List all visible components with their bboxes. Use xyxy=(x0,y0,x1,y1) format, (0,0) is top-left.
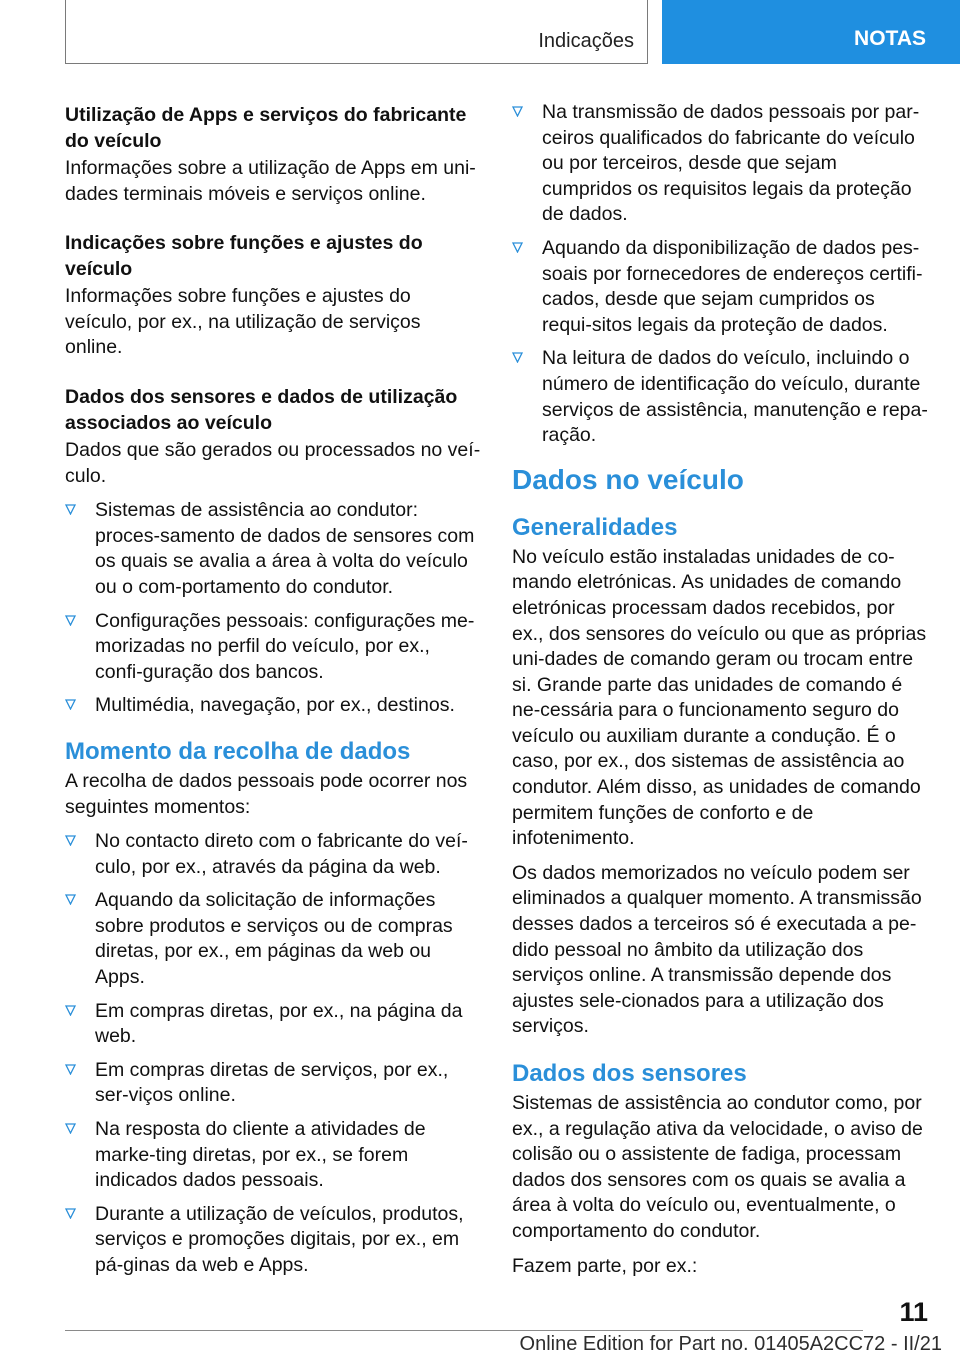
heading-dados-no-veiculo: Dados no veículo xyxy=(512,463,744,495)
paragraph-momento: A recolha de dados pessoais pode ocorrer nos seguintes momentos: xyxy=(65,769,468,818)
list-item xyxy=(65,999,483,1050)
heading-dados-dos-sensores: Dados dos sensores xyxy=(512,1060,747,1087)
header-section-title: Indicações xyxy=(538,30,634,52)
paragraph-apps: Informações sobre a utilização de Apps em uni-dades terminais móveis e serviços online. xyxy=(65,157,476,205)
paragraph-dados-sensores-1: Sistemas de assistência ao condutor como, por ex., a regulação ativa da velocidade, o aviso de colisão ou o assistente de fadiga, processam dados dos sensores com os quais se avalia a área à volta do veículo ou, eventualmente, o comportamento do condutor. xyxy=(512,1092,923,1242)
triangle-bullet-icon xyxy=(65,835,76,846)
list-item xyxy=(65,1202,483,1279)
heading-funcoes: Indicações sobre funções e ajustes do veículo xyxy=(65,232,423,281)
list-item xyxy=(65,498,483,600)
list-item xyxy=(65,829,483,880)
list-item-text: Aquando da solicitação de informações sobre produtos e serviços ou de compras diretas, por ex., em páginas da web ou Apps. xyxy=(95,889,453,989)
list-item xyxy=(65,1058,483,1109)
list-item-text: Multimédia, navegação, por ex., destinos. xyxy=(95,694,455,717)
list-item xyxy=(65,693,483,719)
footer-divider xyxy=(65,1330,863,1331)
triangle-bullet-icon xyxy=(65,1123,76,1134)
list-item-text: Na leitura de dados do veículo, incluindo o número de identificação do veículo, durante serviços de assistência, manutenção e repa-ração. xyxy=(542,347,928,447)
paragraph-dados-sensores-2: Fazem parte, por ex.: xyxy=(512,1254,698,1277)
list-item-text: Em compras diretas de serviços, por ex., ser-viços online. xyxy=(95,1058,449,1107)
header-tab-label: NOTAS xyxy=(854,27,926,50)
list-item-text: No contacto direto com o fabricante do veí-culo, por ex., através da página da web. xyxy=(95,830,468,878)
triangle-bullet-icon xyxy=(512,106,523,117)
list-item-text: Configurações pessoais: configurações me-morizadas no perfil do veículo, por ex., confi-guração dos bancos. xyxy=(95,609,475,683)
list-item xyxy=(512,100,930,228)
heading-apps: Utilização de Apps e serviços do fabricante do veículo xyxy=(65,104,467,152)
momento-list-continued xyxy=(512,100,930,449)
triangle-bullet-icon xyxy=(512,242,523,253)
heading-momento-recolha: Momento da recolha de dados xyxy=(65,737,411,765)
heading-sensores-utilizacao: Dados dos sensores e dados de utilização associados ao veículo xyxy=(65,385,458,434)
momento-list xyxy=(65,829,483,1279)
sensor-list xyxy=(65,498,483,719)
triangle-bullet-icon xyxy=(65,894,76,905)
list-item-text: Aquando da disponibilização de dados pes-soais por fornecedores de endereços certifi-cados, desde que sejam cumpridos os requi-sitos legais da proteção de dados. xyxy=(542,236,923,336)
list-item-text: Durante a utilização de veículos, produtos, serviços e promoções digitais, por ex., em pá-ginas da web e Apps. xyxy=(95,1202,464,1276)
paragraph-sensores-utilizacao: Dados que são gerados ou processados no veí-culo. xyxy=(65,438,481,487)
paragraph-generalidades-2: Os dados memorizados no veículo podem ser eliminados a qualquer momento. A transmissão desses dados a terceiros só é executada a pe-dido pessoal no âmbito da utilização dos serviços online. A transmissão depende dos ajustes sele-cionados para a utilização dos serviços. xyxy=(512,861,922,1038)
triangle-bullet-icon xyxy=(65,699,76,710)
paragraph-funcoes: Informações sobre funções e ajustes do veículo, por ex., na utilização de serviços online. xyxy=(65,285,421,359)
paragraph-generalidades-1: No veículo estão instaladas unidades de co-mando eletrónicas. As unidades de comando eletrónicas processam dados recebidos, por ex., dos sensores do veículo ou que as próprias uni-dades de comando geram ou trocam entre si. Grande parte das unidades de comando é ne-cessária para o funcionamento seguro do veículo ou auxiliam durante a condução. É o caso, por ex., dos sistemas de assistência ao condutor. Além disso, as unidades de comando permitem funções de conforto e de infotenimento. xyxy=(512,545,927,850)
list-item xyxy=(512,346,930,448)
header-tab-notas[interactable] xyxy=(662,0,960,64)
footer-edition-text: Online Edition for Part no. 01405A2CC72 - II/21 xyxy=(519,1333,942,1355)
triangle-bullet-icon xyxy=(65,615,76,626)
triangle-bullet-icon xyxy=(65,1005,76,1016)
list-item-text: Na transmissão de dados pessoais por par-ceiros qualificados do fabricante do veículo ou por terceiros, desde que sejam cumpridos os requisitos legais da proteção de dados. xyxy=(542,101,920,226)
list-item-text: Na resposta do cliente a atividades de marke-ting diretas, por ex., se forem indicados dados pessoais. xyxy=(95,1118,426,1192)
list-item xyxy=(65,1117,483,1194)
triangle-bullet-icon xyxy=(65,1064,76,1075)
right-column xyxy=(512,100,930,1288)
triangle-bullet-icon xyxy=(65,1208,76,1219)
list-item xyxy=(65,609,483,686)
list-item xyxy=(65,888,483,990)
list-item xyxy=(512,236,930,338)
page-number: 11 xyxy=(899,1297,928,1327)
triangle-bullet-icon xyxy=(65,504,76,515)
heading-generalidades: Generalidades xyxy=(512,513,678,541)
list-item-text: Em compras diretas, por ex., na página da web. xyxy=(95,999,463,1048)
list-item-text: Sistemas de assistência ao condutor: proces-samento de dados de sensores com os quais se avalia a área à volta do veículo ou o com-portamento do condutor. xyxy=(95,499,475,598)
left-column xyxy=(65,102,483,1289)
triangle-bullet-icon xyxy=(512,352,523,363)
